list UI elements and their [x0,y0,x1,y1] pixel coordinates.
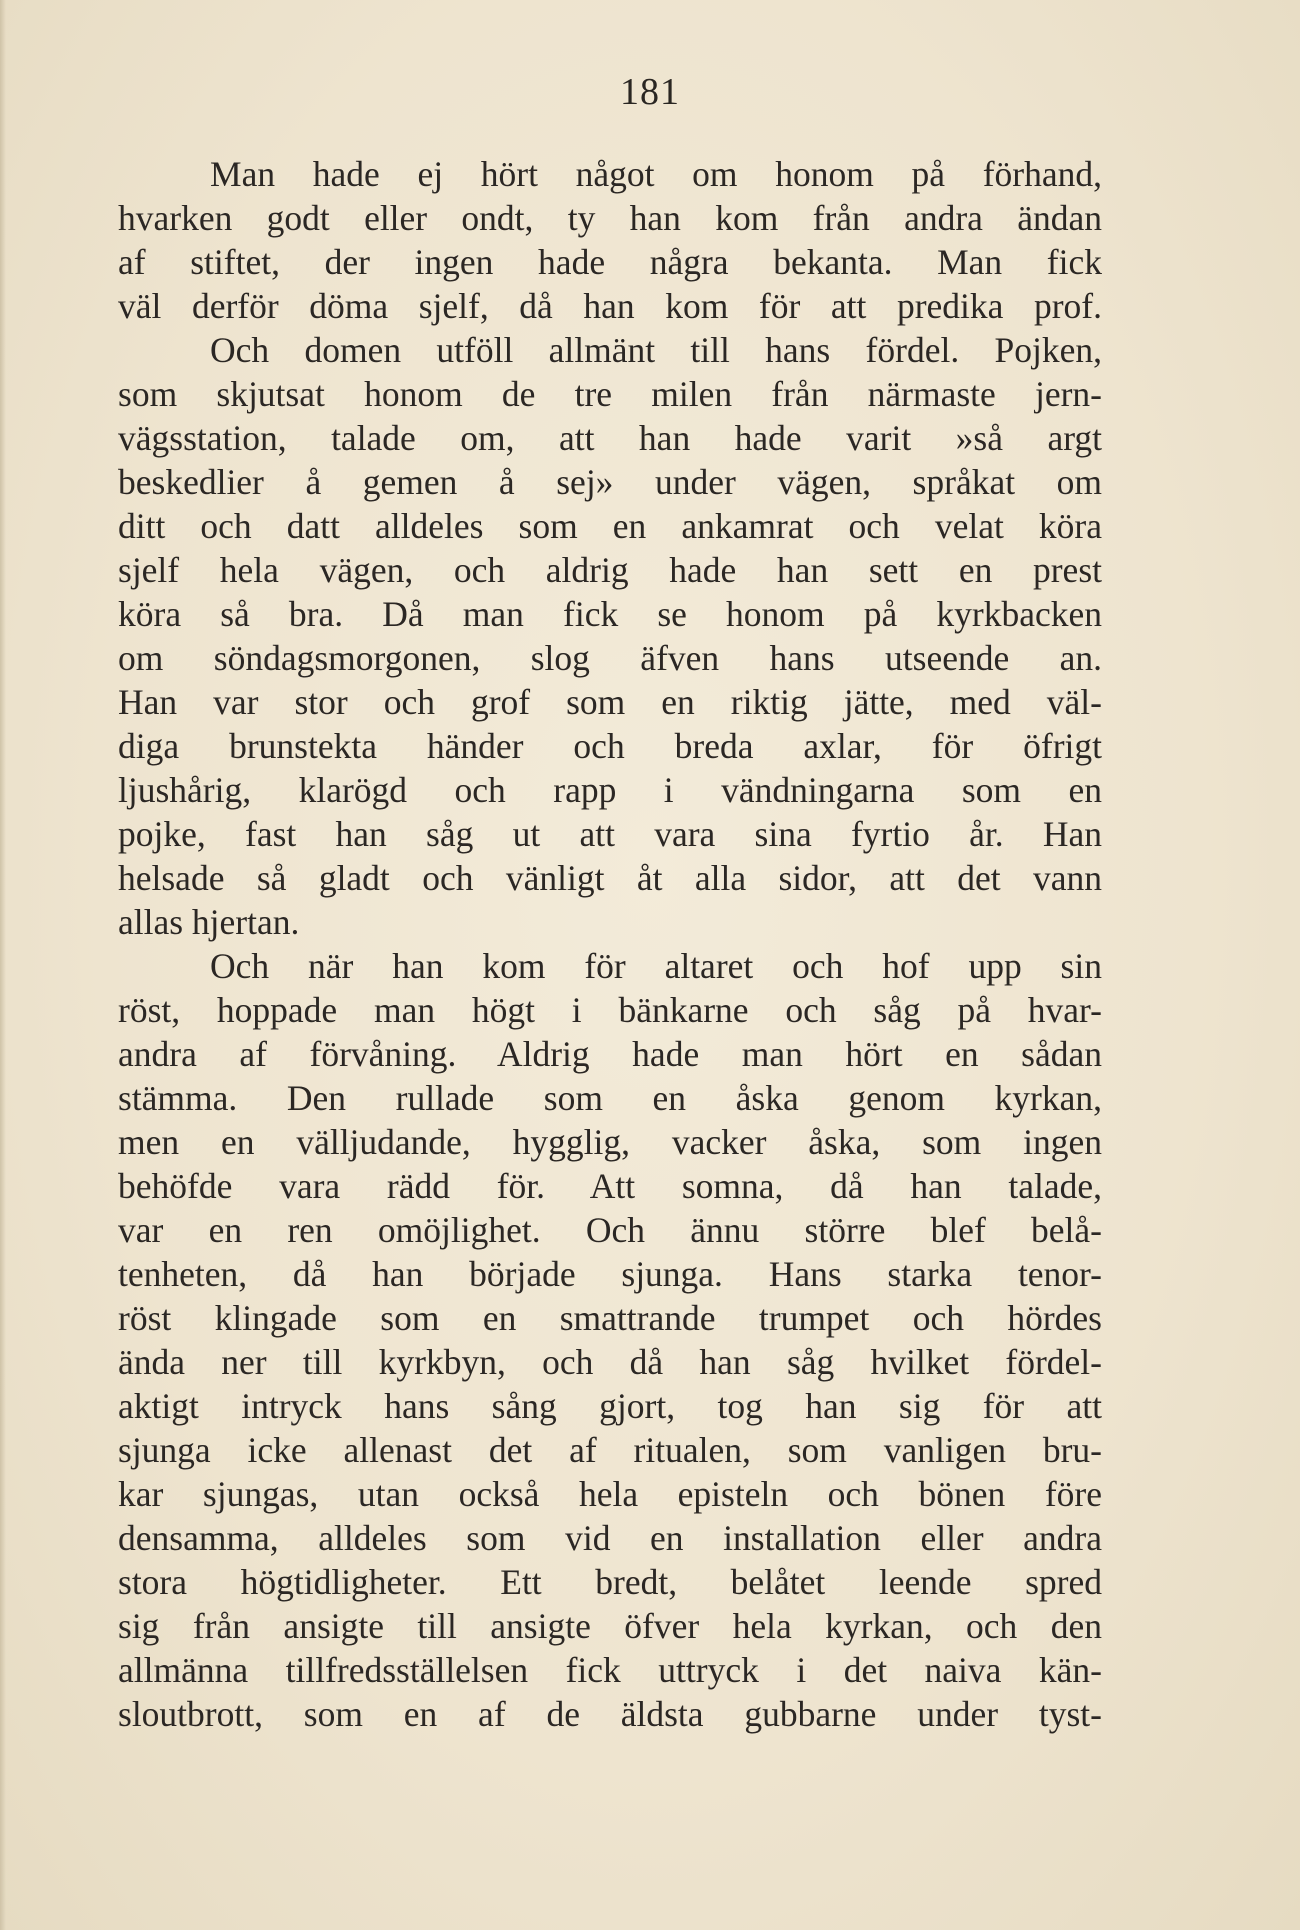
text-line: sjunga icke allenast det af ritualen, som vanligen bru- [118,1430,1102,1470]
text-line: om söndagsmorgonen, slog äfven hans utseende an. [118,638,1102,678]
text-line: Och domen utföll allmänt till hans fördel. Pojken, [210,330,1102,370]
text-line: behöfde vara rädd för. Att somna, då han talade, [118,1166,1102,1206]
text-line: Han var stor och grof som en riktig jätte, med väl- [118,682,1102,722]
text-line: men en välljudande, hygglig, vacker åska, som ingen [118,1122,1102,1162]
text-line: sjelf hela vägen, och aldrig hade han sett en prest [118,550,1102,590]
text-line: kar sjungas, utan också hela episteln och bönen före [118,1474,1102,1514]
text-line: aktigt intryck hans sång gjort, tog han sig för att [118,1386,1102,1426]
text-line: hvarken godt eller ondt, ty han kom från andra ändan [118,198,1102,238]
text-line: tenheten, då han började sjunga. Hans starka tenor- [118,1254,1102,1294]
page-edge-shadow [0,0,6,1930]
text-line: andra af förvåning. Aldrig hade man hört en sådan [118,1034,1102,1074]
text-line: sloutbrott, som en af de äldsta gubbarne under tyst- [118,1694,1102,1734]
text-line: sig från ansigte till ansigte öfver hela kyrkan, och den [118,1606,1102,1646]
text-line: Och när han kom för altaret och hof upp sin [210,946,1102,986]
text-line: var en ren omöjlighet. Och ännu större blef belå- [118,1210,1102,1250]
body-text [118,152,1102,1736]
text-line: köra så bra. Då man fick se honom på kyrkbacken [118,594,1102,634]
text-line: röst, hoppade man högt i bänkarne och såg på hvar- [118,990,1102,1030]
text-line: vägsstation, talade om, att han hade varit »så argt [118,418,1102,458]
text-line: allmänna tillfredsställelsen fick uttryck i det naiva kän- [118,1650,1102,1690]
text-line: allas hjertan. [118,902,300,942]
text-line: Man hade ej hört något om honom på förhand, [210,154,1102,194]
text-line: densamma, alldeles som vid en installation eller andra [118,1518,1102,1558]
text-line: ditt och datt alldeles som en ankamrat och velat köra [118,506,1102,546]
text-line: väl derför döma sjelf, då han kom för att predika prof. [118,286,1102,326]
text-line: helsade så gladt och vänligt åt alla sidor, att det vann [118,858,1102,898]
text-line: stora högtidligheter. Ett bredt, belåtet leende spred [118,1562,1102,1602]
text-line: ljushårig, klarögd och rapp i vändningarna som en [118,770,1102,810]
text-line: stämma. Den rullade som en åska genom kyrkan, [118,1078,1102,1118]
text-line: af stiftet, der ingen hade några bekanta. Man fick [118,242,1102,282]
page-number: 181 [620,71,680,113]
text-line: ända ner till kyrkbyn, och då han såg hvilket fördel- [118,1342,1102,1382]
text-line: som skjutsat honom de tre milen från närmaste jern- [118,374,1102,414]
text-line: beskedlier å gemen å sej» under vägen, språkat om [118,462,1102,502]
text-line: diga brunstekta händer och breda axlar, för öfrigt [118,726,1102,766]
text-line: röst klingade som en smattrande trumpet och hördes [118,1298,1102,1338]
text-line: pojke, fast han såg ut att vara sina fyrtio år. Han [118,814,1102,854]
